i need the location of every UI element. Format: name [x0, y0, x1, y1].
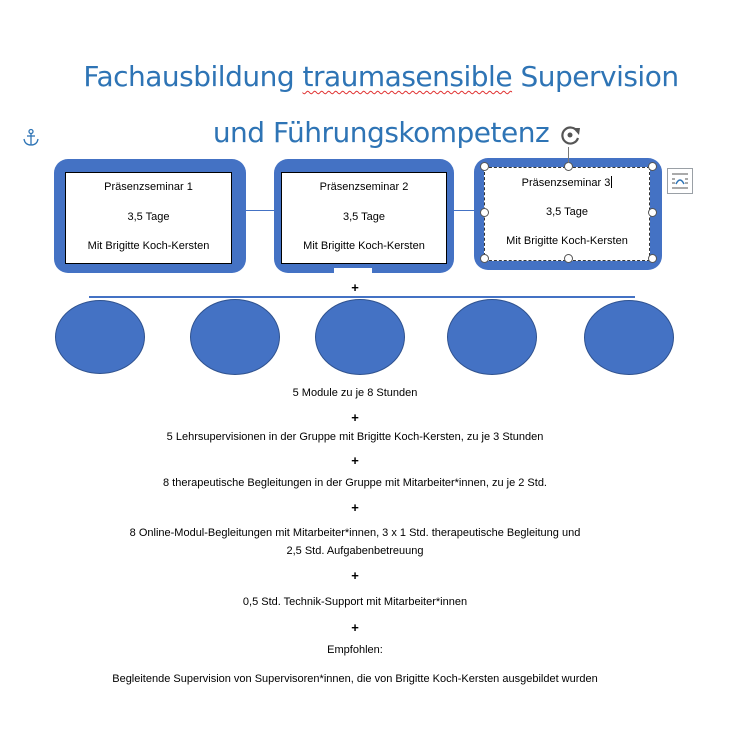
plus-sign: + — [351, 410, 359, 425]
module-circle-5[interactable] — [584, 300, 674, 375]
resize-handle-top-right[interactable] — [648, 162, 657, 171]
therapeutic-text: 8 therapeutische Begleitungen in der Gruppe mit Mitarbeiter*innen, zu je 2 Std. — [162, 477, 547, 489]
accompanying-supervision-text: Begleitende Supervision von Supervisoren*innen, die von Brigitte Koch-Kersten ausgebildet wurden — [112, 673, 598, 685]
resize-handle-top[interactable] — [564, 162, 573, 171]
plus-sign: + — [351, 500, 359, 515]
online-text-line-2: 2,5 Std. Aufgabenbetreuung — [286, 545, 424, 557]
seminar-name: Präsenzseminar 2 — [319, 181, 409, 193]
resize-handle-top-left[interactable] — [480, 162, 489, 171]
plus-sign: + — [351, 568, 359, 583]
title-part-3: Supervision — [512, 60, 679, 93]
module-bar-line — [89, 296, 635, 298]
plus-sign: + — [351, 620, 359, 635]
online-text-line-1: 8 Online-Modul-Begleitungen mit Mitarbeiter*innen, 3 x 1 Std. therapeutische Begleitung und — [129, 527, 581, 539]
seminar-name: Präsenzseminar 3 — [521, 177, 611, 189]
seminar-trainer: Mit Brigitte Koch-Kersten — [506, 235, 628, 247]
document-title-line-2: und Führungskompetenz — [212, 116, 550, 149]
plus-sign: + — [351, 280, 359, 295]
seminar-textbox-2[interactable] — [281, 172, 447, 264]
layout-options-icon[interactable] — [667, 168, 693, 194]
modules-text: 5 Module zu je 8 Stunden — [292, 387, 418, 399]
tech-support-text: 0,5 Std. Technik-Support mit Mitarbeiter*innen — [242, 596, 468, 608]
document-title-line-1 — [4, 60, 754, 93]
teaching-supervisions-text: 5 Lehrsupervisionen in der Gruppe mit Brigitte Koch-Kersten, zu je 3 Stunden — [166, 431, 544, 443]
resize-handle-bottom-left[interactable] — [480, 254, 489, 263]
resize-handle-left[interactable] — [480, 208, 489, 217]
text-cursor — [611, 176, 612, 188]
resize-handle-bottom-right[interactable] — [648, 254, 657, 263]
module-circle-2[interactable] — [190, 299, 280, 375]
module-circle-4[interactable] — [447, 299, 537, 375]
seminar-duration: 3,5 Tage — [545, 206, 588, 218]
seminar-duration: 3,5 Tage — [127, 211, 170, 223]
module-circle-1[interactable] — [55, 300, 145, 374]
seminar-name: Präsenzseminar 1 — [104, 181, 193, 193]
seminar-trainer: Mit Brigitte Koch-Kersten — [87, 240, 210, 252]
seminar-2-bottom-notch — [334, 268, 372, 274]
seminar-duration: 3,5 Tage — [342, 211, 385, 223]
title-part-1: Fachausbildung — [83, 60, 303, 93]
plus-sign: + — [351, 453, 359, 468]
connector-2-3 — [454, 210, 474, 211]
connector-1-2 — [246, 210, 274, 211]
seminar-textbox-1[interactable] — [65, 172, 232, 264]
resize-handle-right[interactable] — [648, 208, 657, 217]
seminar-box-2[interactable] — [274, 159, 454, 273]
module-circle-3[interactable] — [315, 299, 405, 375]
rotate-handle-icon[interactable] — [557, 122, 583, 148]
seminar-textbox-3[interactable] — [484, 167, 650, 261]
title-part-2-misspelled: traumasensible — [302, 60, 513, 93]
seminar-box-1[interactable] — [54, 159, 246, 273]
anchor-icon[interactable] — [22, 128, 40, 148]
seminar-trainer: Mit Brigitte Koch-Kersten — [303, 240, 425, 252]
recommended-text: Empfohlen: — [327, 644, 383, 656]
resize-handle-bottom[interactable] — [564, 254, 573, 263]
rotate-handle-line — [568, 147, 569, 163]
